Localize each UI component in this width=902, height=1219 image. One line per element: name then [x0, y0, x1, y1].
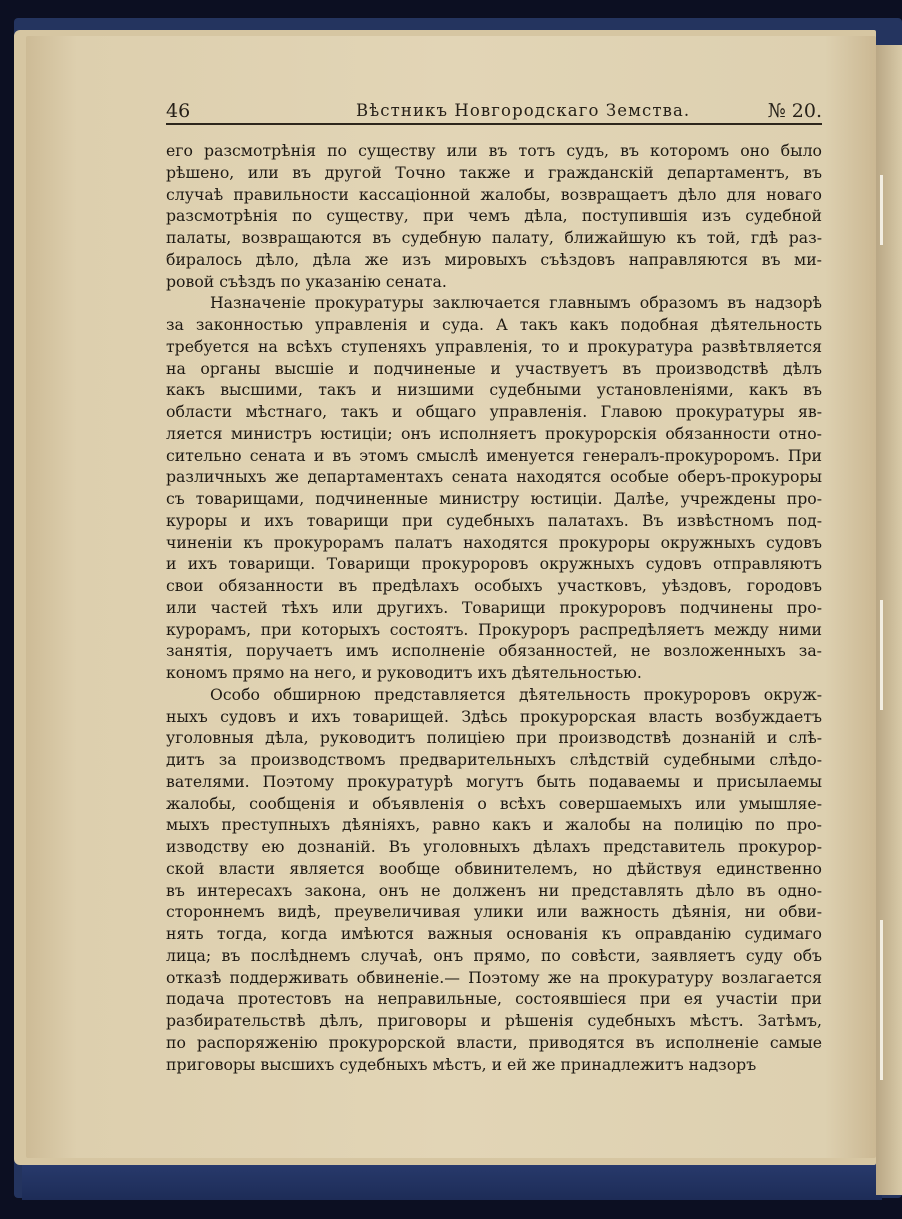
- text-line: сительно сената и въ этомъ смыслѣ именуется генералъ-прокуроромъ. При: [166, 445, 822, 465]
- text-line: рѣшено, или въ другой Точно также и гражданскій департаментъ, въ: [166, 162, 822, 182]
- body-text: [166, 140, 822, 1075]
- text-line: дитъ за производствомъ предварительныхъ слѣдствій судебными слѣдо-: [166, 750, 822, 769]
- page-number: 46: [166, 100, 191, 122]
- text-line: съ товарищами, подчиненные министру юстиціи. Далѣе, учреждены про-: [166, 489, 822, 508]
- issue-number: № 20.: [767, 100, 822, 122]
- page-edge-mark: [880, 920, 883, 1080]
- page-edges: [876, 45, 902, 1195]
- paragraph: [166, 140, 822, 292]
- text-line: куроры и ихъ товарищи при судебныхъ палатахъ. Въ извѣстномъ под-: [166, 510, 822, 530]
- text-line: требуется на всѣхъ ступеняхъ управленія, то и прокуратура развѣтвляется: [166, 336, 822, 356]
- text-line: курорамъ, при которыхъ состоятъ. Прокуроръ распредѣляетъ между ними: [166, 619, 822, 639]
- text-line: ровой съѣздъ по указанію сената.: [166, 271, 447, 291]
- text-line: различныхъ же департаментахъ сената находятся особые оберъ-прокуроры: [166, 467, 822, 487]
- paragraph: [166, 292, 822, 684]
- text-line: мыхъ преступныхъ дѣяніяхъ, равно какъ и жалобы на полицію по про-: [166, 815, 822, 835]
- text-line: на органы высшіе и подчиненые и участвуетъ въ производствѣ дѣлъ: [166, 358, 822, 378]
- text-line: Назначеніе прокуратуры заключается главнымъ образомъ въ надзорѣ: [210, 293, 822, 313]
- text-line: стороннемъ видѣ, преувеличивая улики или важность дѣянія, ни обви-: [166, 902, 822, 922]
- page-edge-mark: [880, 175, 883, 245]
- text-line: по распоряженію прокурорской власти, приводятся въ исполненіе самые: [166, 1032, 822, 1052]
- text-line: палаты, возвращаются въ судебную палату, ближайшую къ той, гдѣ раз-: [166, 228, 822, 247]
- text-line: кономъ прямо на него, и руководитъ ихъ дѣятельностью.: [166, 663, 642, 682]
- text-line: нять тогда, когда имѣются важныя основанія къ оправданію судимаго: [166, 924, 822, 943]
- text-line: или частей тѣхъ или другихъ. Товарищи прокуроровъ подчинены про-: [166, 597, 822, 617]
- text-line: области мѣстнаго, такъ и общаго управленія. Главою прокуратуры яв-: [166, 402, 822, 421]
- text-line: въ интересахъ закона, онъ не долженъ ни представлять дѣло въ одно-: [166, 880, 822, 900]
- paragraph: [166, 684, 822, 1076]
- text-line: уголовныя дѣла, руководитъ полиціею при производствѣ дознаній и слѣ-: [166, 728, 822, 748]
- text-line: случаѣ правильности кассаціонной жалобы, возвращаетъ дѣло для новаго: [166, 184, 822, 204]
- text-line: ляется министръ юстиціи; онъ исполняетъ прокурорскія обязанности отно-: [166, 423, 822, 443]
- text-line: разбирательствѣ дѣлъ, приговоры и рѣшенія судебныхъ мѣстъ. Затѣмъ,: [166, 1011, 822, 1030]
- text-line: подача протестовъ на неправильные, состоявшіеся при ея участіи при: [166, 989, 822, 1009]
- text-line: какъ высшими, такъ и низшими судебными установленіями, какъ въ: [166, 380, 822, 400]
- text-line: свои обязанности въ предѣлахъ особыхъ участковъ, уѣздовъ, городовъ: [166, 576, 822, 595]
- text-line: ской власти является вообще обвинителемъ, но дѣйствуя единственно: [166, 858, 822, 878]
- text-line: приговоры высшихъ судебныхъ мѣстъ, и ей же принадлежитъ надзоръ: [166, 1054, 757, 1074]
- text-line: его разсмотрѣнія по существу или въ тотъ судъ, въ которомъ оно было: [166, 141, 822, 160]
- page-edge-mark: [880, 600, 883, 710]
- running-header: [166, 96, 822, 126]
- journal-title: Вѣстникъ Новгородскаго Земства.: [356, 101, 691, 120]
- text-line: Особо обширною представляется дѣятельность прокуроровъ окруж-: [210, 684, 822, 704]
- text-line: и ихъ товарищи. Товарищи прокуроровъ окружныхъ судовъ отправляютъ: [166, 554, 822, 574]
- text-line: отказѣ поддерживать обвиненіе.— Поэтому же на прокуратуру возлагается: [166, 967, 822, 987]
- text-line: за законностью управленія и суда. А такъ какъ подобная дѣятельность: [166, 315, 822, 334]
- text-line: вателями. Поэтому прокуратурѣ могутъ быть подаваемы и присылаемы: [166, 771, 822, 791]
- text-line: жалобы, сообщенія и объявленія о всѣхъ совершаемыхъ или умышляе-: [166, 793, 822, 813]
- text-line: занятія, поручаетъ имъ исполненіе обязанностей, не возложенныхъ за-: [166, 641, 822, 661]
- header-rule: [166, 123, 822, 125]
- text-line: лица; въ послѣднемъ случаѣ, онъ прямо, по совѣсти, заявляетъ суду объ: [166, 945, 822, 965]
- text-line: чиненіи къ прокурорамъ палатъ находятся прокуроры окружныхъ судовъ: [166, 532, 822, 552]
- text-line: ныхъ судовъ и ихъ товарищей. Здѣсь прокурорская власть возбуждаетъ: [166, 706, 822, 726]
- text-line: изводству ею дознаній. Въ уголовныхъ дѣлахъ представитель прокурор-: [166, 837, 822, 856]
- text-line: разсмотрѣнія по существу, при чемъ дѣла, поступившія изъ судебной: [166, 206, 822, 226]
- text-line: биралось дѣло, дѣла же изъ мировыхъ съѣздовъ направляются въ ми-: [166, 249, 822, 269]
